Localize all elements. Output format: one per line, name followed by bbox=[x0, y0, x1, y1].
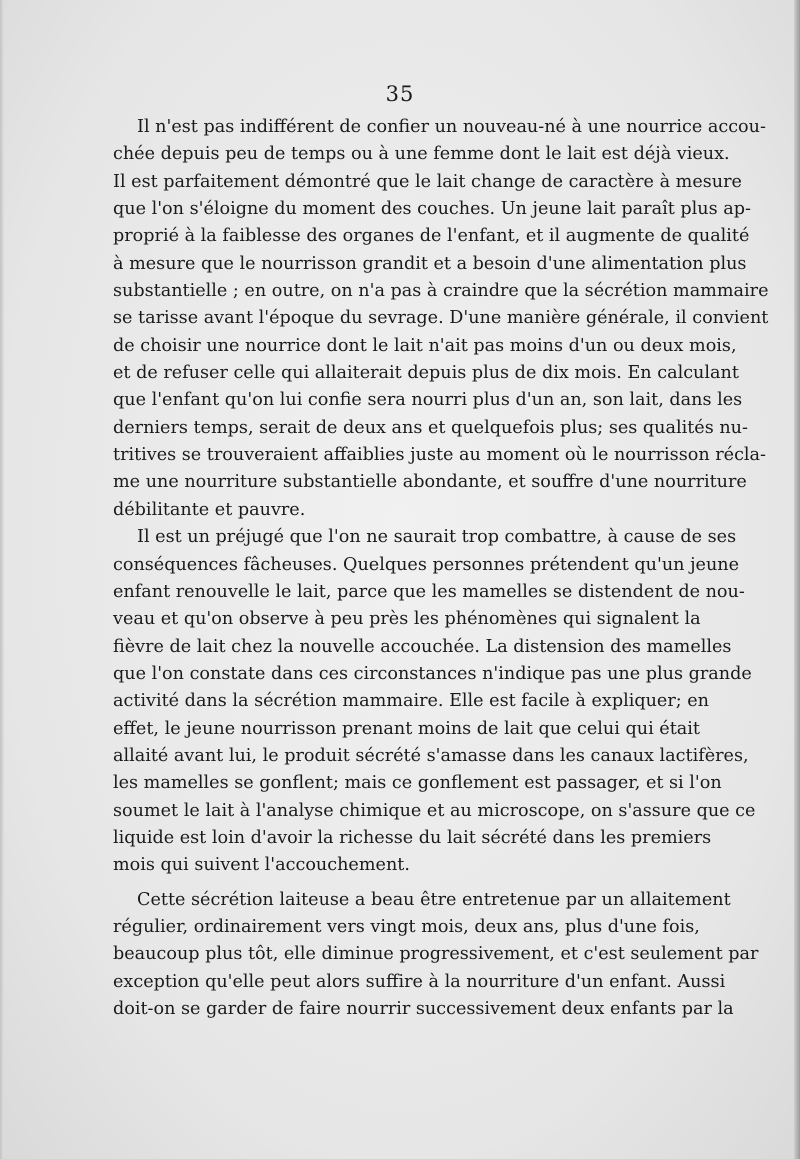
text-line: Cette sécrétion laiteuse a beau être entretenue par un allaitement bbox=[137, 889, 731, 910]
text-line: conséquences fâcheuses. Quelques personnes prétendent qu'un jeune bbox=[113, 554, 740, 575]
text-line: liquide est loin d'avoir la richesse du lait sécrété dans les premiers bbox=[113, 827, 712, 848]
text-line: tritives se trouveraient affaiblies juste au moment où le nourrisson récla- bbox=[113, 445, 766, 466]
text-line: que l'on constate dans ces circonstances n'indique pas une plus grande bbox=[113, 663, 752, 684]
text-line: Il est un préjugé que l'on ne saurait trop combattre, à cause de ses bbox=[137, 527, 737, 548]
text-line: régulier, ordinairement vers vingt mois, deux ans, plus d'une fois, bbox=[113, 916, 700, 937]
paragraph-spacer bbox=[113, 880, 699, 887]
text-line: débilitante et pauvre. bbox=[113, 499, 306, 520]
text-line: me une nourriture substantielle abondante, et souffre d'une nourriture bbox=[113, 472, 747, 493]
text-line: soumet le lait à l'analyse chimique et au microscope, on s'assure que ce bbox=[113, 800, 756, 821]
text-line: les mamelles se gonflent; mais ce gonflement est passager, et si l'on bbox=[113, 773, 722, 794]
text-line: derniers temps, serait de deux ans et quelquefois plus; ses qualités nu- bbox=[113, 417, 748, 438]
text-line: chée depuis peu de temps ou à une femme dont le lait est déjà vieux. bbox=[113, 144, 730, 165]
text-line: Il n'est pas indifférent de confier un nouveau-né à une nourrice accou- bbox=[137, 117, 766, 137]
text-line: et de refuser celle qui allaiterait depuis plus de dix mois. En calculant bbox=[113, 363, 739, 384]
text-line: à mesure que le nourrisson grandit et a besoin d'une alimentation plus bbox=[113, 253, 747, 274]
body-text bbox=[113, 114, 769, 1023]
text-line: activité dans la sécrétion mammaire. Elle est facile à expliquer; en bbox=[113, 691, 710, 712]
text-line: proprié à la faiblesse des organes de l'enfant, et il augmente de qualité bbox=[113, 226, 750, 247]
text-line: enfant renouvelle le lait, parce que les mamelles se distendent de nou- bbox=[113, 581, 745, 602]
text-line: beaucoup plus tôt, elle diminue progressivement, et c'est seulement par bbox=[113, 944, 759, 965]
text-line: se tarisse avant l'époque du sevrage. D'une manière générale, il convient bbox=[113, 308, 769, 329]
text-line: de choisir une nourrice dont le lait n'ait pas moins d'un ou deux mois, bbox=[113, 335, 737, 356]
text-line: fièvre de lait chez la nouvelle accouchée. La distension des mamelles bbox=[113, 636, 732, 657]
text-line: allaité avant lui, le produit sécrété s'amasse dans les canaux lactifères, bbox=[113, 745, 749, 766]
text-line: que l'on s'éloigne du moment des couches. Un jeune lait paraît plus ap- bbox=[113, 199, 751, 220]
page-number: 35 bbox=[385, 82, 415, 106]
text-line: substantielle ; en outre, on n'a pas à craindre que la sécrétion mammaire bbox=[113, 281, 769, 302]
text-line: exception qu'elle peut alors suffire à la nourriture d'un enfant. Aussi bbox=[113, 971, 726, 992]
page-edge-left bbox=[0, 0, 4, 1159]
text-line: mois qui suivent l'accouchement. bbox=[113, 855, 410, 876]
text-line: que l'enfant qu'on lui confie sera nourri plus d'un an, son lait, dans les bbox=[113, 390, 743, 411]
page-edge-right bbox=[794, 0, 800, 1159]
text-line: doit-on se garder de faire nourrir successivement deux enfants par la bbox=[113, 999, 734, 1019]
text-line: veau et qu'on observe à peu près les phénomènes qui signalent la bbox=[113, 609, 701, 630]
text-line: Il est parfaitement démontré que le lait change de caractère à mesure bbox=[113, 171, 742, 192]
text-line: effet, le jeune nourrisson prenant moins de lait que celui qui était bbox=[113, 718, 700, 739]
